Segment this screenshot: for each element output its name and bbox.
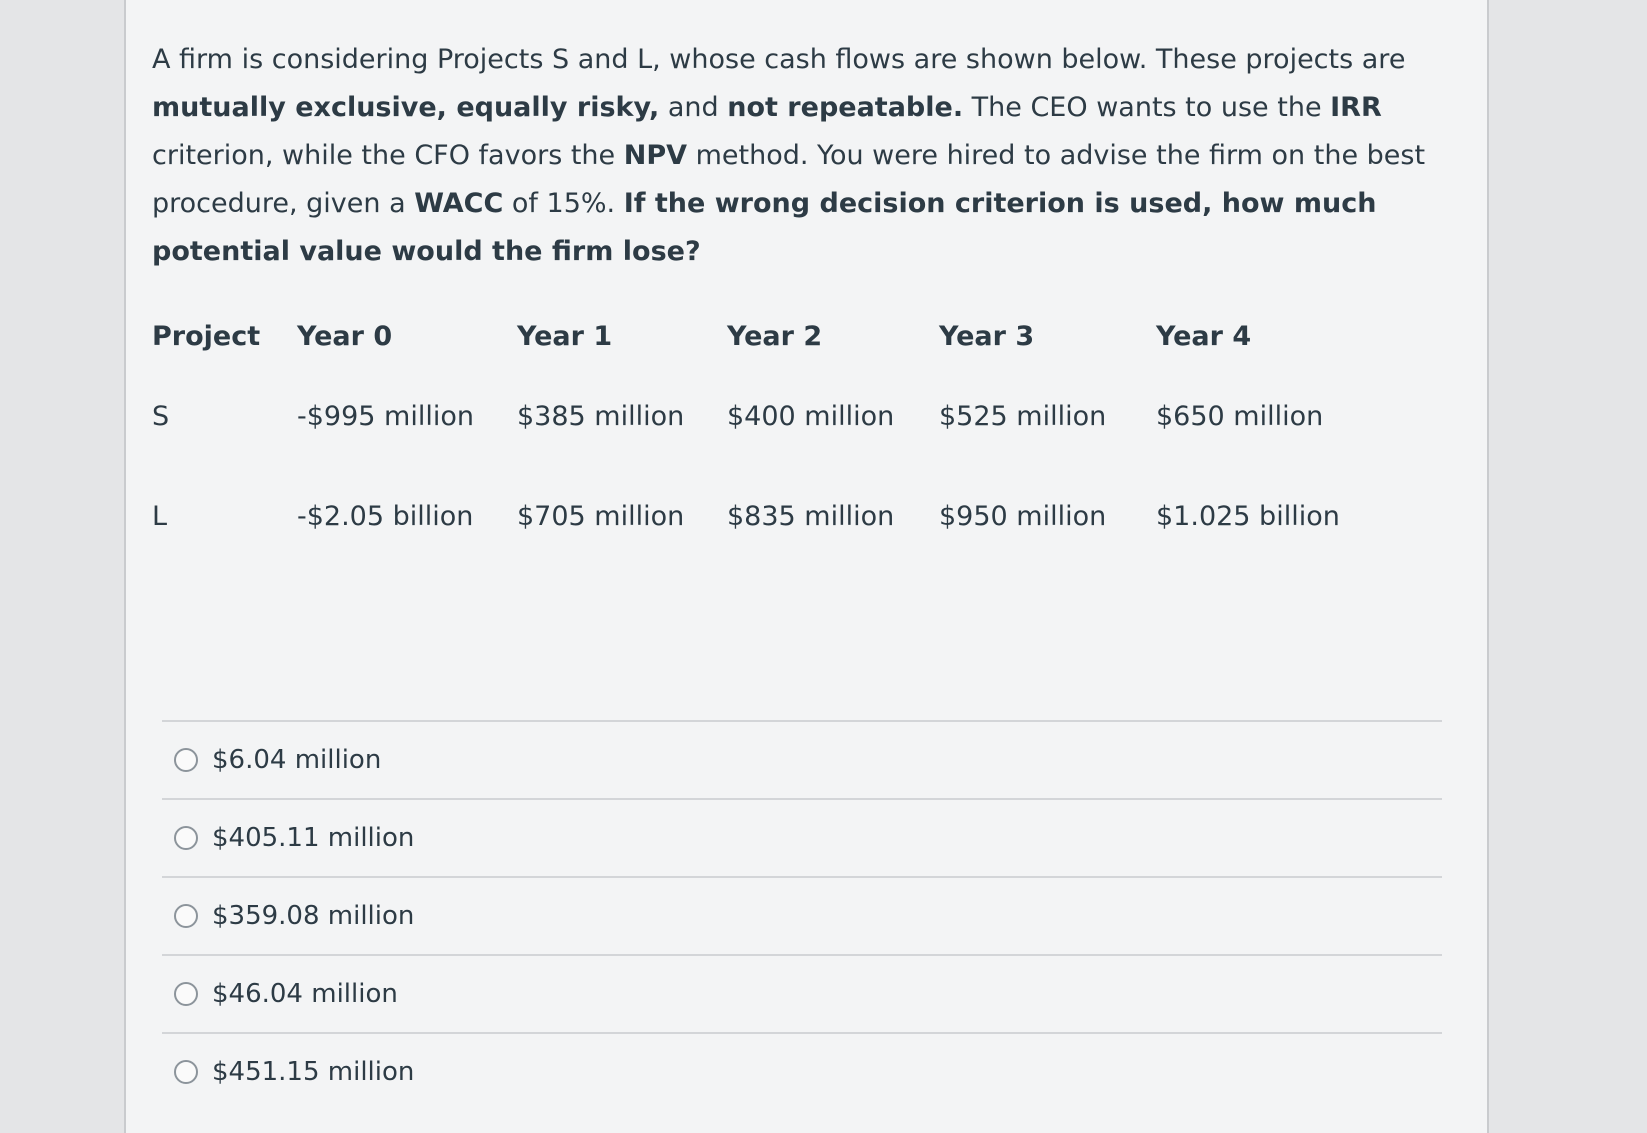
question-segment-bold: mutually exclusive, equally risky, [152, 92, 660, 123]
question-panel [124, 0, 1489, 1133]
table-cell: $525 million [939, 400, 1107, 432]
question-segment-bold: WACC [414, 188, 504, 219]
column-header-year-0: Year 0 [297, 320, 393, 352]
answer-label: $405.11 million [212, 823, 415, 853]
question-segment: A firm is considering Projects S and L, whose cash flows are shown below. These projects are [152, 44, 1406, 75]
radio-button-icon[interactable] [174, 826, 198, 850]
table-cell: $650 million [1156, 400, 1324, 432]
answer-option-3[interactable] [162, 878, 1442, 956]
answer-option-2[interactable] [162, 800, 1442, 878]
answer-choices [162, 720, 1442, 1110]
column-header-year-3: Year 3 [939, 320, 1035, 352]
table-row-project-l [152, 466, 1356, 566]
question-segment-bold: If the wrong decision criterion is used, how much potential value would the firm lose? [152, 188, 1377, 267]
question-segment-bold: not repeatable. [727, 92, 964, 123]
column-header-year-4: Year 4 [1156, 320, 1252, 352]
question-segment: and [659, 92, 728, 123]
answer-label: $6.04 million [212, 745, 382, 775]
question-segment: of 15%. [503, 188, 624, 219]
table-cell: S [152, 400, 170, 432]
answer-label: $46.04 million [212, 979, 398, 1009]
table-cell: $385 million [517, 400, 685, 432]
column-header-year-1: Year 1 [517, 320, 613, 352]
question-segment-bold: IRR [1330, 92, 1382, 123]
table-cell: L [152, 500, 168, 532]
radio-button-icon[interactable] [174, 904, 198, 928]
column-header-year-2: Year 2 [727, 320, 823, 352]
table-cell: $705 million [517, 500, 685, 532]
table-cell: $835 million [727, 500, 895, 532]
table-header-row [152, 306, 1356, 366]
question-segment-bold: NPV [623, 140, 688, 171]
table-cell: -$995 million [297, 400, 474, 432]
radio-button-icon[interactable] [174, 982, 198, 1006]
answer-option-4[interactable] [162, 956, 1442, 1034]
answer-option-1[interactable] [162, 722, 1442, 800]
answer-option-5[interactable] [162, 1034, 1442, 1110]
table-cell: -$2.05 billion [297, 500, 474, 532]
radio-button-icon[interactable] [174, 748, 198, 772]
column-header-project: Project [152, 320, 261, 352]
answer-label: $451.15 million [212, 1057, 415, 1087]
radio-button-icon[interactable] [174, 1060, 198, 1084]
question-segment: criterion, while the CFO favors the [152, 140, 624, 171]
question-segment: The CEO wants to use the [963, 92, 1331, 123]
table-cell: $400 million [727, 400, 895, 432]
table-row-project-s [152, 366, 1356, 466]
table-cell: $1.025 billion [1156, 500, 1340, 532]
answer-label: $359.08 million [212, 901, 415, 931]
table-cell: $950 million [939, 500, 1107, 532]
cash-flow-table [152, 306, 1356, 566]
question-text [152, 36, 1442, 276]
question-segment: method. You were hired to advise the firm on the best procedure, given a [152, 140, 1426, 219]
